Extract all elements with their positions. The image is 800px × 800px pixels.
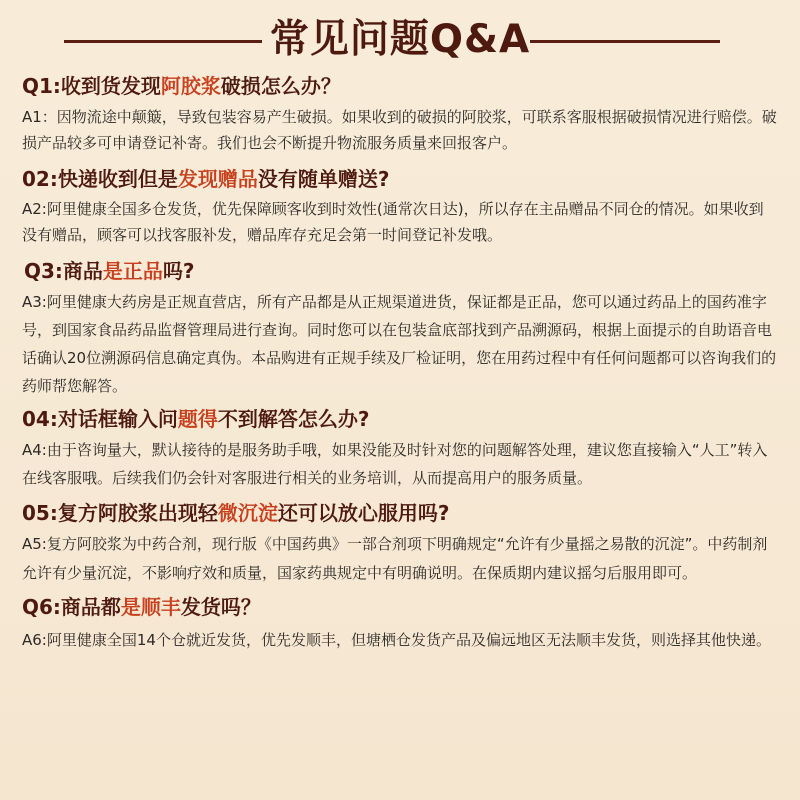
question-5-text: 05:复方阿胶浆出现轻	[22, 501, 218, 525]
qa-item-2	[22, 166, 778, 248]
answer-5: A5:复方阿胶浆为中药合剂，现行版《中国药典》一部合剂项下明确规定“允许有少量摇之易散的沉淀”。中药制剂允许有少量沉淀，不影响疗效和质量，国家药典规定中有明确说明。在保质期内建议摇匀后服用即可。	[22, 535, 768, 582]
question-6-text-end: 发货吗？	[180, 595, 261, 619]
question-3	[24, 258, 778, 284]
qa-item-5	[22, 500, 778, 588]
question-3-highlight: 是正品	[102, 259, 163, 283]
question-1-text: Q1:收到货发现	[22, 74, 161, 98]
title-divider-left	[64, 40, 262, 43]
qa-item-4	[22, 406, 778, 492]
question-2-text-end: 没有随单赠送?	[257, 167, 390, 191]
question-4-text: 04:对话框输入问	[22, 407, 178, 431]
page-title: 常见问题Q&A	[269, 17, 531, 62]
qa-item-6	[22, 594, 778, 655]
title-row	[22, 0, 778, 66]
question-3-text: Q3:商品	[24, 259, 103, 283]
qa-item-1	[22, 73, 778, 156]
title-divider-right	[530, 40, 720, 43]
question-6-text: Q6:商品都	[22, 595, 121, 619]
question-4	[22, 406, 778, 432]
question-2-text: 02:快递收到但是	[22, 167, 178, 191]
answer-3: A3:阿里健康大药房是正规直营店，所有产品都是从正规渠道进货，保证都是正品，您可以通过药品上的国药准字号，到国家食品药品监督管理局进行查询。同时您可以在包装盒底部找到产品溯源码，根据上面提示的自助语音电话确认20位溯源码信息确定真伪。本品购进有正规手续及厂检证明，您在用药过程中有任何问题都可以咨询我们的药师帮您解答。	[22, 293, 777, 395]
answer-4: A4:由于咨询量大，默认接待的是服务助手哦，如果没能及时针对您的问题解答处理，建议您直接输入“人工”转入在线客服哦。后续我们仍会针对客服进行相关的业务培训，从而提高用户的服务质量。	[22, 441, 768, 487]
question-6-highlight: 是顺丰	[120, 595, 181, 619]
answer-1: A1：因物流途中颠簸，导致包装容易产生破损。如果收到的破损的阿胶浆，可联系客服根据破损情况进行赔偿。破损产品较多可申请登记补寄。我们也会不断提升物流服务质量来回报客户。	[22, 108, 777, 152]
question-6	[22, 594, 778, 620]
question-2	[22, 166, 778, 192]
question-4-highlight: 题得	[177, 407, 218, 431]
question-5	[22, 500, 778, 526]
answer-6: A6:阿里健康全国14个仓就近发货，优先发顺丰，但塘栖仓发货产品及偏远地区无法顺丰发货，则选择其他快递。	[22, 631, 771, 649]
question-3-text-end: 吗?	[162, 259, 195, 283]
question-5-highlight: 微沉淀	[217, 501, 278, 525]
question-2-highlight: 发现赠品	[177, 167, 258, 191]
question-1	[22, 73, 778, 99]
question-1-text-end: 破损怎么办？	[220, 74, 341, 98]
question-1-highlight: 阿胶浆	[160, 74, 221, 98]
question-5-text-end: 还可以放心服用吗?	[277, 501, 450, 525]
qa-item-3	[22, 258, 778, 400]
question-4-text-end: 不到解答怎么办?	[217, 407, 370, 431]
answer-2: A2:阿里健康全国多仓发货，优先保障顾客收到时效性(通常次日达)，所以存在主品赠品不同仓的情况。如果收到没有赠品，顾客可以找客服补发，赠品库存充足会第一时间登记补发哦。	[22, 200, 764, 244]
